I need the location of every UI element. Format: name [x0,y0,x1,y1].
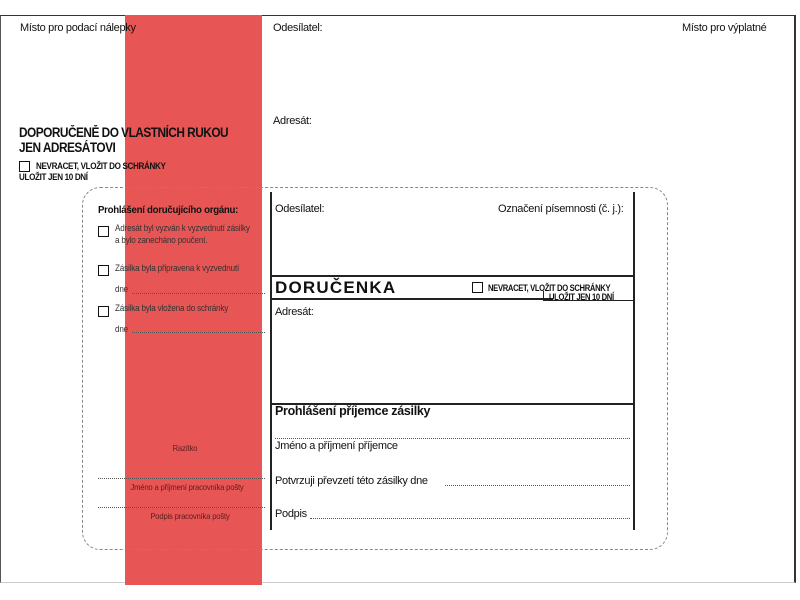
worker-name-line[interactable] [98,478,265,479]
confirm-date-field[interactable] [445,485,630,486]
receipt-right-border [633,192,635,530]
signature-field[interactable] [310,518,630,519]
receipt-no-return-label: NEVRACET, VLOŽIT DO SCHRÁNKY [488,282,611,293]
delivery-type-line1: DOPORUČENĚ DO VLASTNÍCH RUKOU [19,125,229,140]
option2-date-label: dne [115,284,128,294]
recipient-name-field[interactable] [275,438,630,439]
receipt-left-border [270,192,272,530]
envelope-no-return-checkbox[interactable] [19,161,30,172]
envelope-addressee-field[interactable] [320,110,780,180]
receipt-divider-title [270,298,553,300]
envelope-sender-field[interactable] [330,18,660,98]
envelope-store-label: ULOŽIT JEN 10 DNÍ [19,172,88,183]
postage-area-label: Místo pro výplatné [682,22,767,34]
confirm-label: Potvrzuji převzetí této zásilky dne [275,475,428,487]
stamp-area[interactable] [100,395,260,470]
delivery-organ-option3 [98,303,109,321]
signature-label: Podpis [275,508,307,520]
receipt-addressee-label: Adresát: [275,306,314,318]
receipt-sender-field[interactable] [275,218,630,273]
stamp-label: Razítko [172,443,198,453]
delivery-organ-option2 [98,262,109,280]
option3-date-field[interactable] [132,332,265,333]
envelope-addressee-label: Adresát: [273,115,312,127]
envelope-no-return-label: NEVRACET, VLOŽIT DO SCHRÁNKY [36,161,167,173]
option2-text: Zásilka byla připravena k vyzvednutí [115,263,240,273]
receipt-store-label: ULOŽIT JEN 10 DNÍ [549,292,614,302]
worker-signature-line[interactable] [98,507,265,508]
document-ref-label: Označení písemnosti (č. j.): [498,203,624,215]
option1-text-line1: Adresát byl vyzván k vyzvednutí zásilky [115,223,250,233]
receipt-no-return-checkbox[interactable] [472,282,483,293]
option3-checkbox[interactable] [98,306,109,317]
receipt-divider-top [270,275,635,277]
option2-checkbox[interactable] [98,265,109,276]
option3-date-label: dne [115,324,128,334]
delivery-organ-option1 [98,223,109,241]
recipient-declaration-title: Prohlášení příjemce zásilky [275,404,431,418]
receipt-addressee-field[interactable] [275,320,630,400]
delivery-type-line2: JEN ADRESÁTOVI [19,140,116,155]
delivery-organ-title: Prohlášení doručujícího orgánu: [98,204,239,216]
option3-text: Zásilka byla vložena do schránky [115,303,229,313]
worker-name-label: Jméno a příjmení pracovníka pošty [130,482,244,492]
receipt-title: DORUČENKA [275,278,397,297]
recipient-name-label: Jméno a příjmení příjemce [275,440,398,452]
option1-checkbox[interactable] [98,226,109,237]
receipt-sender-label: Odesílatel: [275,203,325,215]
option1-text-line2: a bylo zanecháno poučení. [115,235,208,245]
worker-signature-label: Podpis pracovníka pošty [150,511,230,521]
sticker-area-label: Místo pro podací nálepky [20,22,136,34]
envelope-sender-label: Odesílatel: [273,22,323,34]
option2-date-field[interactable] [132,293,265,294]
